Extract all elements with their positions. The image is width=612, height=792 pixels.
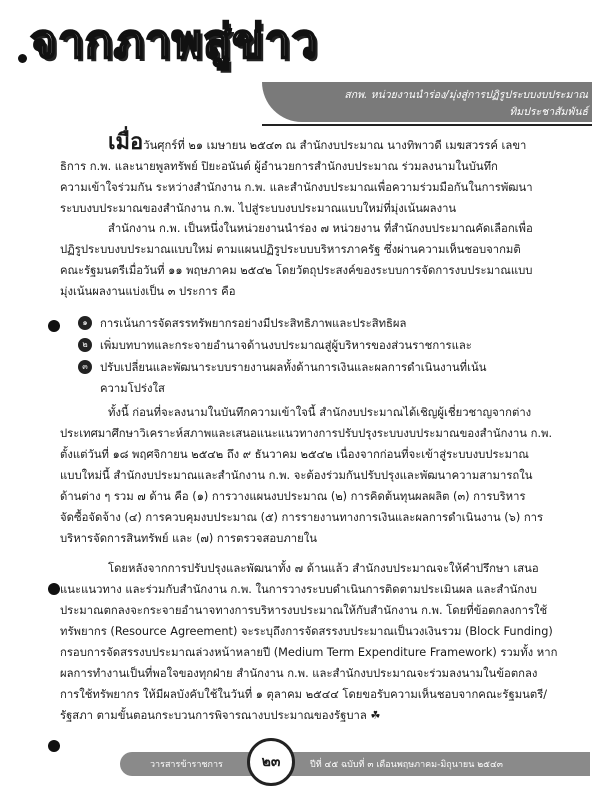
paragraph-line: แบบใหม่นี้ สำนักงบประมาณและสำนักงาน ก.พ. จะต้องร่วมกันปรับปรุงและพัฒนาความสามารถใน — [60, 469, 533, 482]
paragraph-line: ประมาณตกลงจะกระจายอำนาจทางการบริหารงบประมาณให้กับสำนักงาน ก.พ. โดยที่ข้อตกลงการใช้ — [60, 604, 548, 617]
paragraph-line: ความเข้าใจร่วมกัน ระหว่างสำนักงาน ก.พ. และสำนักงบประมาณเพื่อความร่วมมือกันในการพัฒนา — [60, 181, 533, 194]
paragraph-line: สำนักงาน ก.พ. เป็นหนึ่งในหน่วยงานนำร่อง ๗ หน่วยงาน ที่สำนักงบประมาณคัดเลือกเพื่อ — [108, 222, 533, 235]
page-number: ๒๓ — [247, 738, 295, 786]
paragraph-line — [60, 132, 570, 156]
subtitle-line-1: สกพ. หน่วยงานนำร่อง/มุ่งสู่การปฏิรูประบบงบประมาณ — [344, 89, 588, 101]
paragraph-line: จัดซื้อจัดจ้าง (๔) การควบคุมงบประมาณ (๕) การรายงานทางการเงินและผลการดำเนินงาน (๖) การ — [60, 511, 544, 524]
subtitle-line-2: ทิมประชาสัมพันธ์ — [509, 106, 588, 118]
paragraph-line: ตั้งแต่วันที่ ๑๘ พฤศจิกายน ๒๕๔๒ ถึง ๙ ธันวาคม ๒๕๔๒ เนื่องจากก่อนที่จะเข้าสู่ระบบงบประมาณ — [60, 448, 529, 461]
paragraph-line: มุ่งเน้นผลงานแบ่งเป็น ๓ ประการ คือ — [60, 285, 236, 298]
paragraph-2 — [60, 218, 570, 302]
item-text: การเน้นการจัดสรรทรัพยากรอย่างมีประสิทธิภาพและประสิทธิผล — [100, 317, 407, 330]
header-divider — [262, 124, 592, 126]
paragraph-3 — [60, 402, 570, 549]
bullet-dot — [18, 54, 27, 63]
list-item — [82, 357, 487, 378]
page-title: จากภาพสู่ข่าว — [30, 14, 319, 68]
paragraph-line: ทั้งนี้ ก่อนที่จะลงนามในบันทึกความเข้าใจนี้ สำนักงบประมาณได้เชิญผู้เชี่ยวชาญจากต่าง — [108, 406, 532, 419]
footer-journal-name: วารสารข้าราชการ — [150, 760, 223, 770]
paragraph-line: แนะแนวทาง และร่วมกับสำนักงาน ก.พ. ในการวางระบบดำเนินการติดตามประเมินผล และสำนักงบ — [60, 583, 537, 596]
footer-issue-info: ปีที่ ๔๕ ฉบับที่ ๓ เดือนพฤษภาคม-มิถุนายน ๒๕๔๓ — [310, 760, 503, 770]
paragraph-line: บริหารจัดการสินทรัพย์ และ (๗) การตรวจสอบภายใน — [60, 532, 317, 545]
paragraph-line: ปฏิรูประบบงบประมาณแบบใหม่ ตามแผนปฏิรูประบบบริหารภาครัฐ ซึ่งผ่านความเห็นชอบจากมติ — [60, 243, 521, 256]
item-number: ๓ — [78, 360, 92, 374]
item-text: ปรับเปลี่ยนและพัฒนาระบบรายงานผลทั้งด้านการเงินและผลการดำเนินงานที่เน้น — [100, 361, 487, 374]
paragraph-line: ประเทศมาศึกษาวิเคราะห์สภาพและเสนอแนะแนวทางการปรับปรุงระบบงบประมาณของสำนักงาน ก.พ. — [60, 427, 553, 440]
paragraph-1 — [60, 132, 570, 219]
paragraph-line: การใช้ทรัพยากร ให้มีผลบังคับใช้ในวันที่ ๑ ตุลาคม ๒๕๔๔ โดยขอรับความเห็นชอบจากคณะรัฐมนตรี/ — [60, 688, 548, 701]
paragraph-line: ด้านต่าง ๆ รวม ๗ ด้าน คือ (๑) การวางแผนงบประมาณ (๒) การคิดต้นทุนผลผลิต (๓) การบริหาร — [60, 490, 526, 503]
paragraph-line: กรอบการจัดสรรงบประมาณล่วงหน้าหลายปี (Medium Term Expenditure Framework) รวมทั้ง หาก — [60, 646, 558, 659]
paragraph-4 — [60, 558, 570, 726]
item-number: ๒ — [78, 338, 92, 352]
list-item — [82, 335, 472, 356]
list-item — [82, 313, 407, 334]
item-number: ๑ — [78, 316, 92, 330]
paragraph-line: โดยหลังจากการปรับปรุงและพัฒนาทั้ง ๗ ด้านแล้ว สำนักงบประมาณจะให้คำปรึกษา เสนอ — [108, 562, 539, 575]
paragraph-line: รัฐสภา ตามขั้นตอนกระบวนการพิจารณางบประมาณของรัฐบาล ☘ — [60, 709, 381, 722]
drop-cap: เมื่อ — [108, 130, 144, 155]
bullet-dot — [48, 320, 60, 332]
bullet-dot — [48, 583, 60, 595]
paragraph-line: ธิการ ก.พ. และนายพูลทรัพย์ ปิยะอนันต์ ผู้อำนวยการสำนักงบประมาณ ร่วมลงนามในบันทึก — [60, 160, 498, 173]
paragraph-line: คณะรัฐมนตรีเมื่อวันที่ ๑๑ พฤษภาคม ๒๕๔๒ โดยวัตถุประสงค์ของระบบการจัดการงบประมาณแบบ — [60, 264, 533, 277]
paragraph-line: ผลการทำงานเป็นที่พอใจของทุกฝ่าย สำนักงาน ก.พ. และสำนักงบประมาณจะร่วมลงนามในข้อตกลง — [60, 667, 538, 680]
paragraph-line: ระบบงบประมาณของสำนักงาน ก.พ. ไปสู่ระบบงบประมาณแบบใหม่ที่มุ่งเน้นผลงาน — [60, 202, 457, 215]
bullet-dot — [48, 740, 60, 752]
item-text: เพิ่มบทบาทและกระจายอำนาจด้านงบประมาณสู่ผู้บริหารของส่วนราชการและ — [100, 339, 472, 352]
paragraph-line: ทรัพยากร (Resource Agreement) จะระบุถึงการจัดสรรงบประมาณเป็นวงเงินรวม (Block Funding) — [60, 625, 553, 638]
list-item-continuation: ความโปร่งใส — [100, 382, 165, 395]
text-span: วันศุกร์ที่ ๒๑ เมษายน ๒๕๔๓ ณ สำนักงบประมาณ นางทิพาวดี เมฆสวรรค์ เลขา — [143, 139, 527, 152]
